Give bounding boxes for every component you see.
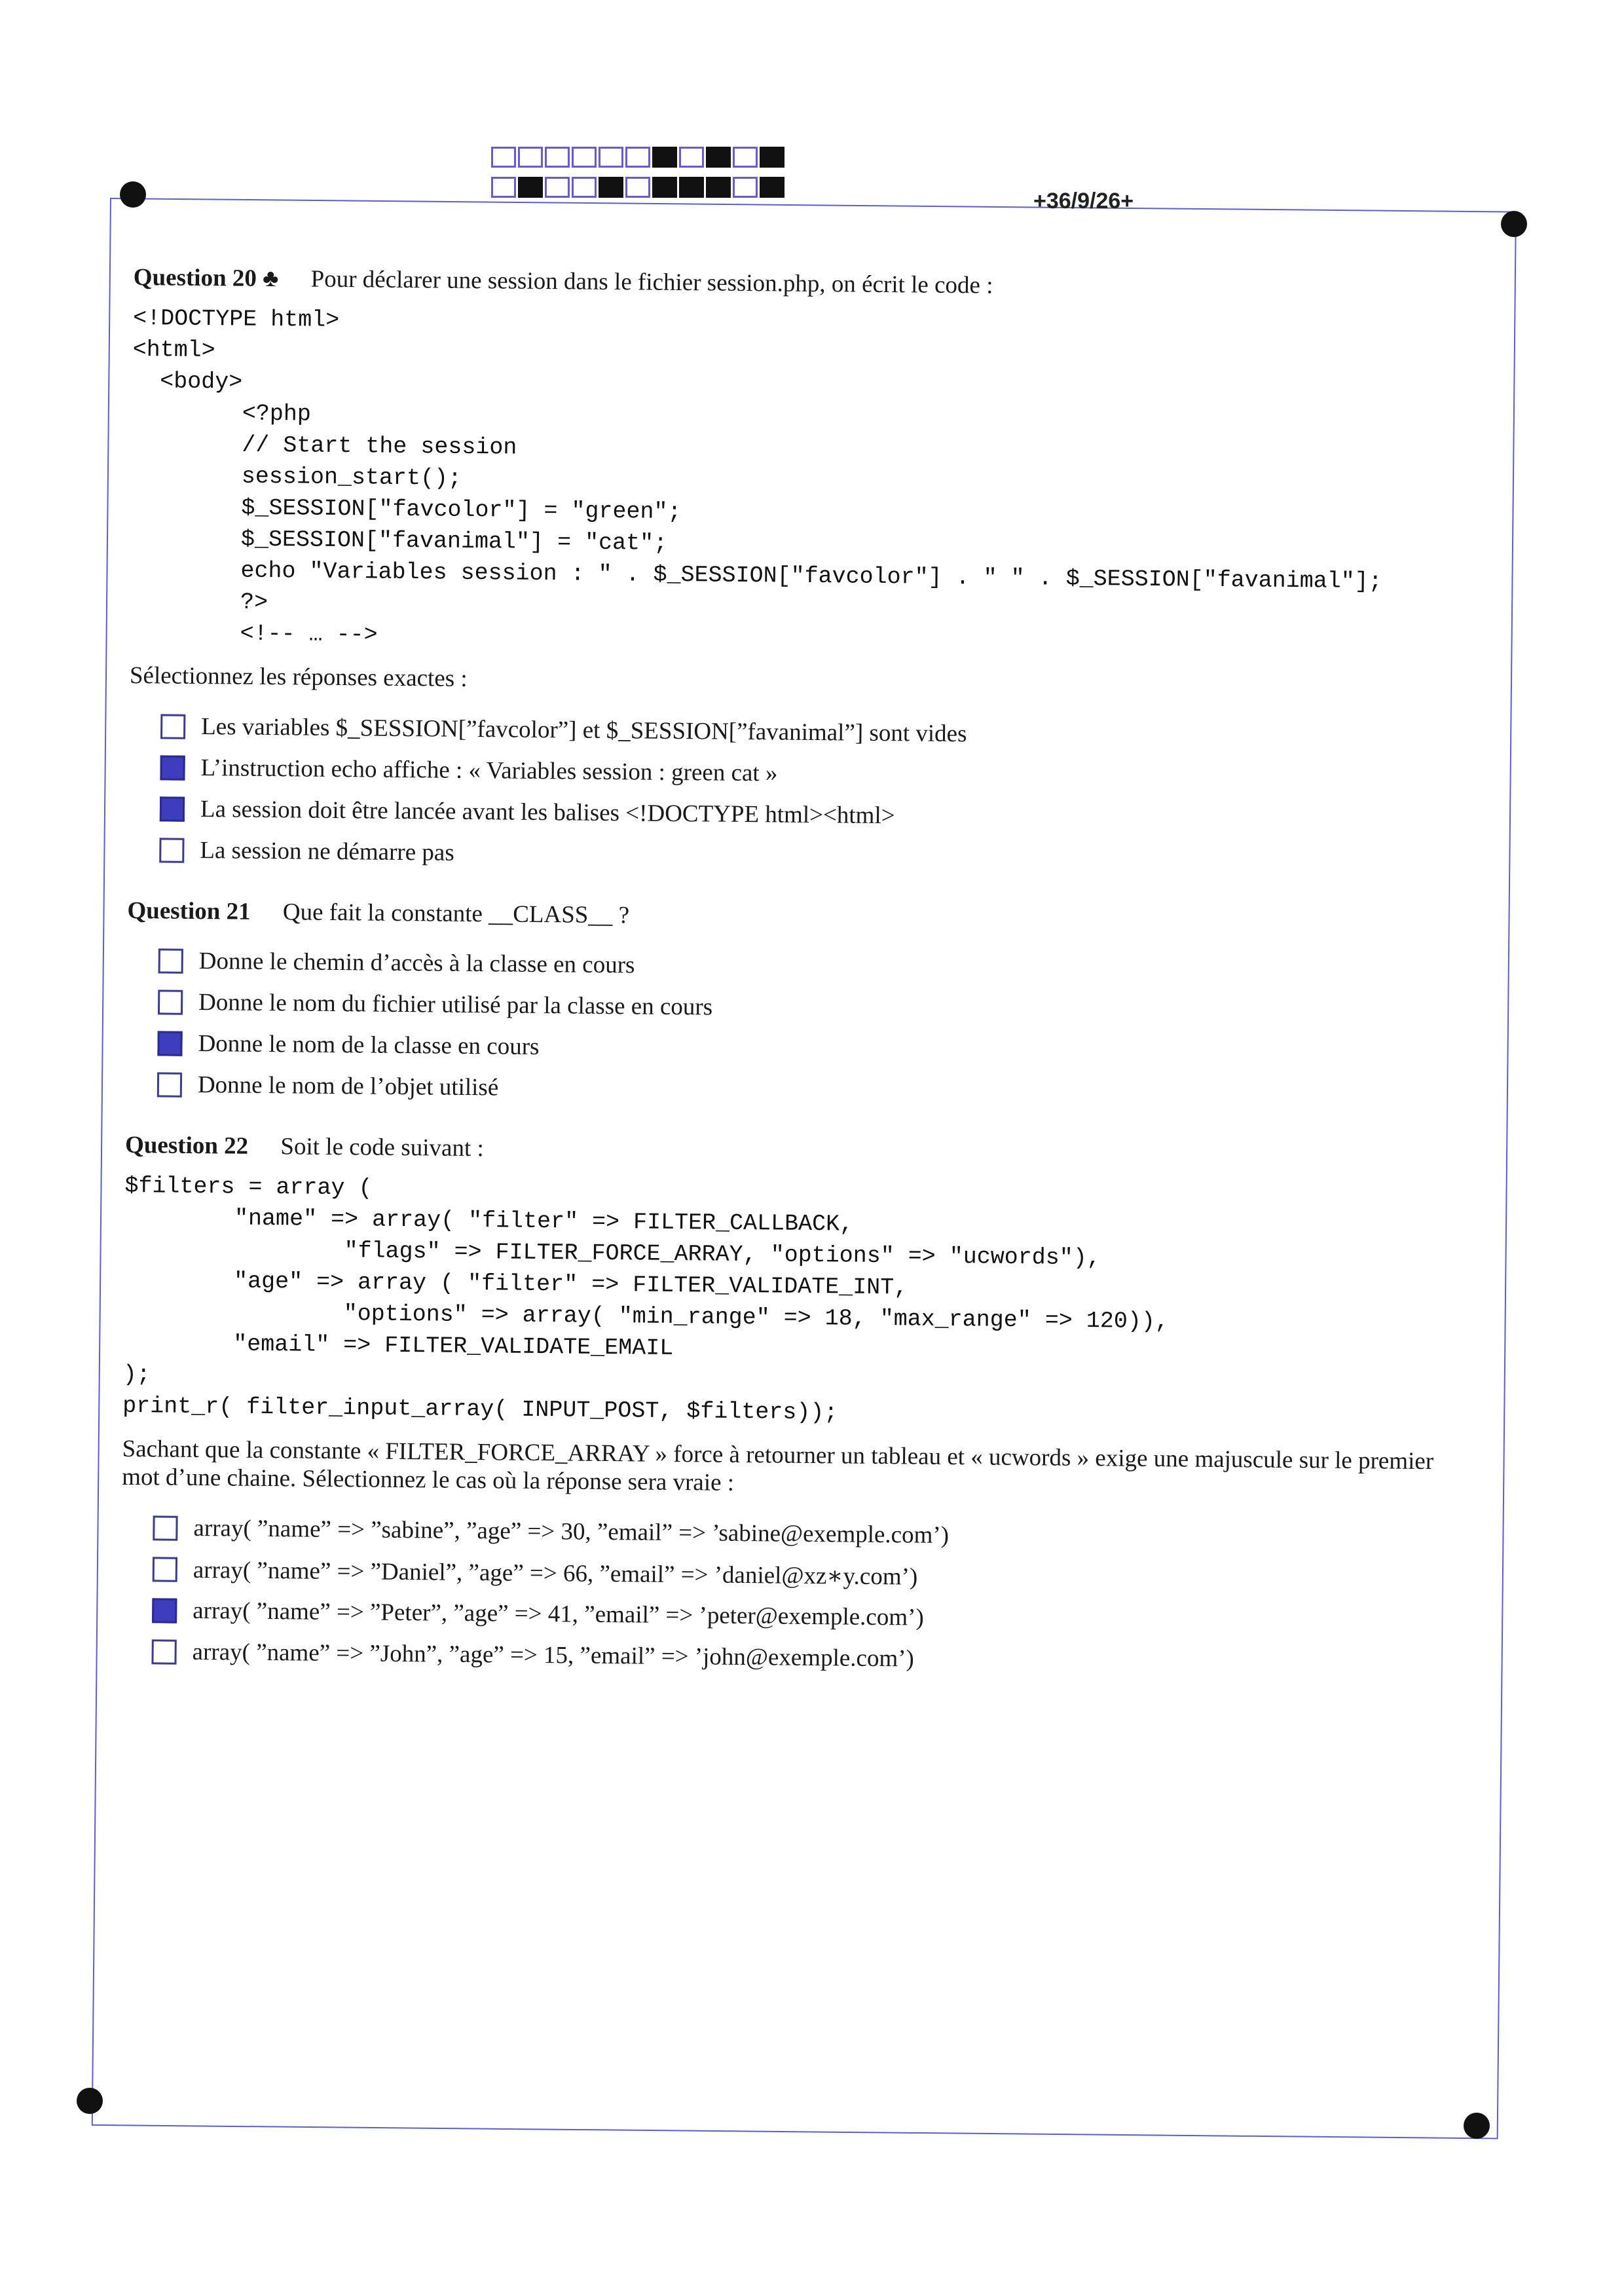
answer-label: L’instruction echo affiche : « Variables session : green cat » <box>200 754 778 787</box>
question-heading <box>125 1130 1467 1174</box>
filled-id-box <box>706 147 731 168</box>
checkbox[interactable] <box>160 714 185 739</box>
checkbox[interactable] <box>160 796 185 821</box>
filled-id-box <box>679 177 704 198</box>
registration-mark-top-right <box>1501 211 1527 237</box>
id-code-boxes-row-2 <box>491 177 786 198</box>
filled-id-box <box>760 177 784 198</box>
checkbox[interactable] <box>160 755 185 780</box>
checkbox[interactable] <box>152 1598 177 1623</box>
question-text: Soit le code suivant : <box>280 1133 484 1162</box>
empty-id-box <box>679 147 704 168</box>
checkbox[interactable] <box>158 990 183 1014</box>
question-instruction: Sachant que la constante « FILTER_FORCE_ARRAY » force à retourner un tableau et « ucwords » exige une majuscule sur le premier mot d’une chaine. Sélectionnez le cas où la réponse sera vraie : <box>121 1435 1434 1497</box>
answer-list <box>126 940 1469 1118</box>
filled-id-box <box>599 177 623 198</box>
empty-id-box <box>545 147 570 168</box>
question-21 <box>126 895 1470 1118</box>
answer-label: Donne le nom de l’objet utilisé <box>197 1071 499 1102</box>
checkbox[interactable] <box>151 1639 176 1664</box>
answer-label: array( ”name” => ”sabine”, ”age” => 30, ”email” => ’sabine@exemple.com’) <box>193 1515 950 1549</box>
checkbox[interactable] <box>159 838 184 862</box>
question-20 <box>128 262 1476 883</box>
question-text: Pour déclarer une session dans le fichier session.php, on écrit le code : <box>310 265 993 299</box>
answer-label: array( ”name” => ”Daniel”, ”age” => 66, ”email” => ’daniel@xz∗y.com’) <box>193 1556 918 1591</box>
checkbox[interactable] <box>157 1072 182 1097</box>
checkbox[interactable] <box>157 1031 182 1056</box>
id-code-boxes-row-1 <box>491 147 786 168</box>
empty-id-box <box>491 147 516 168</box>
answer-label: Les variables $_SESSION[”favcolor”] et $_SESSION[”favanimal”] sont vides <box>200 713 967 748</box>
page-id: +36/9/26+ <box>1033 189 1134 213</box>
answer-list <box>120 1507 1464 1685</box>
empty-id-box <box>733 177 758 198</box>
answer-label: La session doit être lancée avant les balises <!DOCTYPE html><html> <box>200 796 895 830</box>
empty-id-box <box>572 177 597 198</box>
answer-list <box>128 705 1471 883</box>
question-text: Que fait la constante __CLASS__ ? <box>282 898 630 929</box>
answer-label: Donne le chemin d’accès à la classe en cours <box>198 948 635 979</box>
checkbox[interactable] <box>158 948 183 973</box>
code-block: $filters = array ( "name" => array( "filter" => FILTER_CALLBACK, "flags" => FILTER_FORCE_ARRAY, "options" => "ucwords"), "age" => array ( "filter" => FILTER_VALIDATE_INT, "options" => array( "min_range" => 18, "max_range" => 120)), "email" => FILTER_VALIDATE_EMAIL ); print_r( filter_input_array( INPUT_POST, $filters)); <box>122 1173 1169 1426</box>
question-22 <box>120 1130 1467 1685</box>
question-number: Question 20 ♣ <box>133 263 279 293</box>
empty-id-box <box>491 177 516 198</box>
answer-label: Donne le nom de la classe en cours <box>198 1030 540 1061</box>
empty-id-box <box>625 147 650 168</box>
answer-label: Donne le nom du fichier utilisé par la classe en cours <box>198 989 713 1021</box>
empty-id-box <box>733 147 758 168</box>
checkbox[interactable] <box>153 1515 177 1540</box>
filled-id-box <box>652 147 677 168</box>
checkbox[interactable] <box>153 1557 177 1582</box>
code-block: <!DOCTYPE html> <html> <body> <?php // Start the session session_start(); $_SESSION["favcolor"] = "green"; $_SESSION["favanimal"] = "cat"; echo "Variables session : " . $_SESSION["favcolor"] . " " . $_SESSION["favanimal"]; ?> <!-- … --> <box>130 305 1382 648</box>
empty-id-box <box>572 147 597 168</box>
registration-mark-bottom-left <box>77 2088 103 2114</box>
question-number: Question 21 <box>127 897 251 925</box>
answer-label: array( ”name” => ”John”, ”age” => 15, ”email” => ’john@exemple.com’) <box>192 1639 915 1673</box>
answer-label: array( ”name” => ”Peter”, ”age” => 41, ”email” => ’peter@exemple.com’) <box>193 1597 924 1631</box>
filled-id-box <box>706 177 731 198</box>
filled-id-box <box>652 177 677 198</box>
empty-id-box <box>625 177 650 198</box>
empty-id-box <box>599 147 623 168</box>
empty-id-box <box>518 147 543 168</box>
question-number: Question 22 <box>124 1132 249 1160</box>
filled-id-box <box>518 177 543 198</box>
answer-label: La session ne démarre pas <box>200 837 454 866</box>
question-instruction: Sélectionnez les réponses exactes : <box>129 662 468 693</box>
empty-id-box <box>545 177 570 198</box>
registration-mark-bottom-right <box>1464 2113 1490 2139</box>
filled-id-box <box>760 147 784 168</box>
registration-mark-top-left <box>120 181 146 208</box>
questions-area <box>120 262 1476 1710</box>
